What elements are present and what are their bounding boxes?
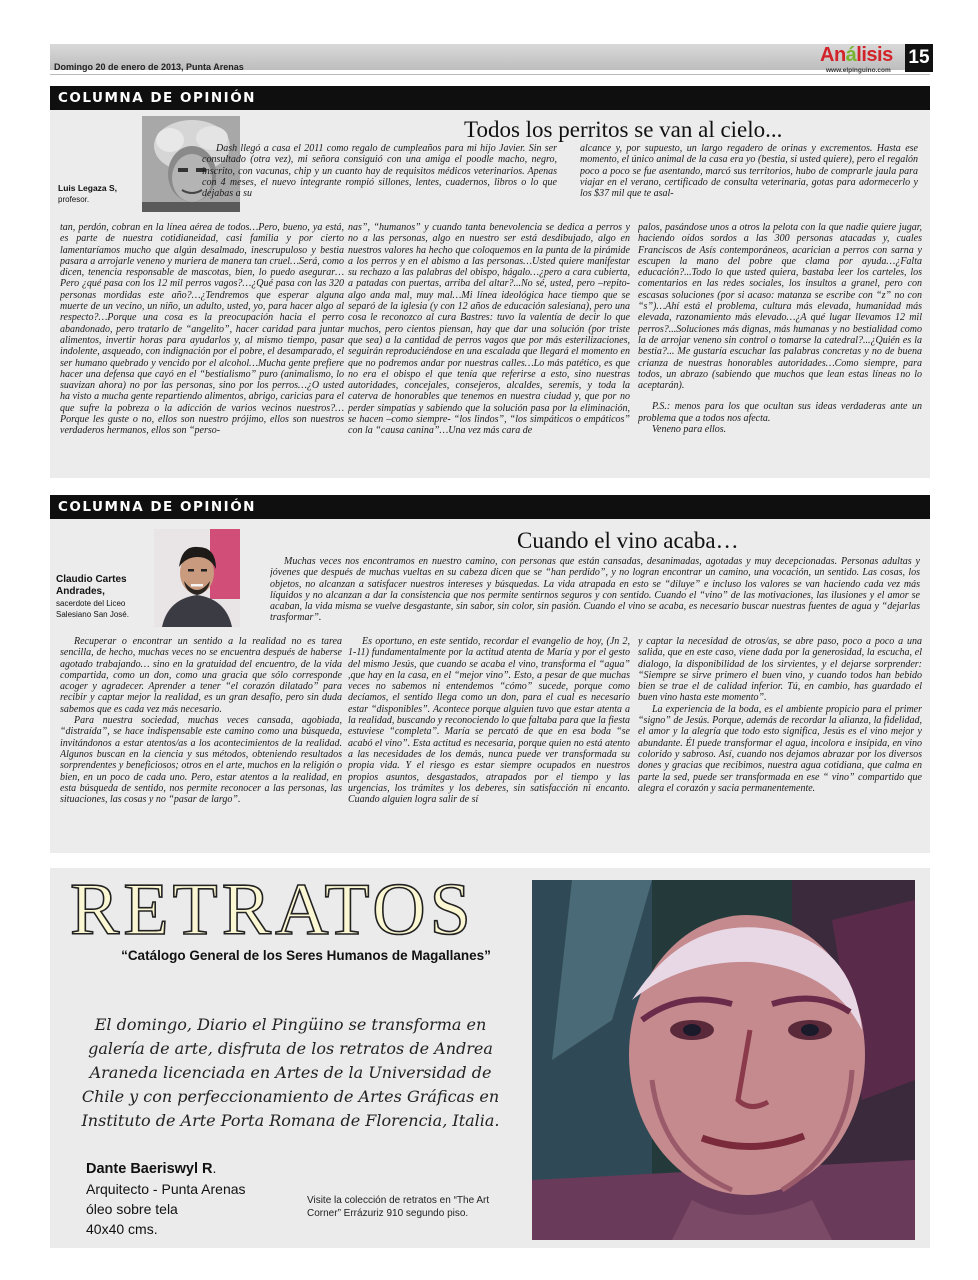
painted-portrait-icon (532, 880, 915, 1240)
body-paragraph: Recuperar o encontrar un sentido a la realidad no es tarea sencilla, de hecho, muchas veces no se encuentra después de haberse agotado trabajando… sino en la gratuidad del encuentro, de la vida compartida, como un don, como una gracia que sólo corresponde acoger y agradecer. Aprender a tener “el corazón dilatado” para recibir y captar mejor la realidad, es un gran desafío, pero sin duda sabemos que es cada vez más necesario. (60, 636, 342, 715)
body-paragraph: tan, perdón, cobran en la línea aérea de todos…Pero, bueno, ya está, es parte de nuestra cotidianeidad, casi familia y por cierto lamentaríamos mucho que algún desalmado, inescrupuloso y bestia pasara a arrojarle veneno y muriera de manera tan cruel…Será, como dicen, tenencia responsable de mascotas, bien, lo puedo asegurar…Pero ¿qué pasa con los 12 mil perros vagos?…¿Qué pasa con las 320 personas mordidas este año?…¿Tendremos que esperar alguna muerte de un vecino, un niño, un adulto, usted, yo, para hacer algo al respecto?…Porque una cosa es la preocupación hacia el perro abandonado, pero tratarlo de “angelito”, hacer caridad para juntar alimentos, invertir horas para ayudarlos y, al mismo tiempo, pasar indolente, asqueado, con indignación por el pobre, el desamparado, el ser humano quebrado y vencido por el alcohol…Mucha gente prefiere hacer una defensa que cayó en el “bestialismo” puro (animalismo, lo suavizan ahora) no por las personas, sino por los perros…¿O usted ha visto a mucha gente repartiendo alimentos, abrigo, caricias para el que sufre la pobreza o la adicción de varios vecinos nuestros?…Porque les guste o no, ellos son nuestro prójimo, ellos son nuestros verdaderos hermanos, ellos son “perso- (60, 222, 344, 437)
intro-text-right (580, 143, 918, 208)
body-column-c (638, 636, 922, 848)
intro-paragraph: Dash llegó a casa el 2011 como regalo de cumpleaños para mi hijo Javier. Sin ser consultado (otra vez), mi señora consiguió con una amiga el poodle macho, negro, inscrito, con vacunas, chip y un cuanto hay de requisitos médicos veterinarios. Apenas con 4 meses, el nuevo integrante rompió sillones, lentes, cuadernos, libros o lo que dejabas a su (202, 143, 557, 200)
body-paragraph: palos, pasándose unos a otros la pelota con la que nadie quiere jugar, haciendo oídos sordos a las 300 personas atacadas y, cuales Franciscos de Asís contemporáneos, acarician a perros con sarna y escupen la mano del pobre que clama por ayuda…¿Falta educación?...Todo lo que usted quiera, bastaba leer los carteles, los comentarios en las redes sociales, los insultos a granel, pero con escasas soluciones (por si acaso: matanza se escribe con “z” no con “s”)…Ahí está el problema, cultura más elevada, humanidad más elevada, razonamiento más elevado…¿A qué lugar llevamos 12 mil perros?...Soluciones más dignas, más humanas y no bestialidad como la de arrojar veneno sin control o tomarse la catedral?...¿Quién es la bestia?... Me gustaría escuchar las palabras concretas y no de buena crianza de nuestras honorables autoridades…Como siempre, para todos, un abrazo (sabiendo que muchos que lean estas líneas no lo aceptarán). (638, 222, 922, 392)
date-line: Domingo 20 de enero de 2013, Punta Arenas (54, 62, 244, 72)
opinion-column-2 (50, 495, 930, 853)
section-label: COLUMNA DE OPINIÓN (58, 90, 256, 106)
article-title: Cuando el vino acaba… (517, 528, 739, 553)
author-name-line-1: Claudio Cartes (56, 574, 127, 585)
artwork-medium: óleo sobre tela (86, 1201, 178, 1217)
section-label-bar (50, 495, 930, 519)
header-divider (50, 74, 930, 75)
retratos-subtitle: “Catálogo General de los Seres Humanos de Magallanes” (121, 948, 491, 963)
sitter-caption (86, 1158, 246, 1239)
author-name: Luis Legaza S, (58, 183, 118, 193)
body-column-a (60, 636, 342, 848)
body-paragraph: Para nuestra sociedad, muchas veces cansada, agobiada, “distraída”, se hace indispensable este camino como una búsqueda, invitándonos a estar atentos/as a los acontecimientos de la realidad. Algunos buscan en la ciencia y sus métodos, obteniendo resultados sorprendentes y beneficiosos; otros en el arte, muchos en la religión o bien, en un poco de cada uno. Pero, estar atentos a la realidad, en esta búsqueda de sentido, nos permite reconocer a las personas, las situaciones, las cosas y no “pasar de largo”. (60, 715, 342, 806)
author-portrait-icon (154, 529, 240, 627)
body-paragraph (348, 636, 630, 805)
body-column-c (638, 222, 922, 474)
section-label-bar (50, 86, 930, 110)
gallery-visit-note: Visite la colección de retratos en “The Art Corner” Errázuriz 910 segundo piso. (307, 1195, 490, 1219)
author-role-line-1: sacerdote del Liceo (56, 599, 126, 608)
body-text: Y el riesgo es estar siempre ocupados en nuestros propios asuntos, desgastados, atrapados por el tiempo y las urgencias, los trámites y los deberes, sin satisfacción ni encanto. Cuando alguien logra salir de sí (348, 760, 630, 806)
author-role: profesor. (58, 195, 90, 204)
intro-paragraph: Muchas veces nos encontramos en nuestro camino, con personas que están cansadas, desanimadas, agotadas y muy decepcionadas. Personas adultas y jóvenes que después de muchas vueltas en su cabeza dicen que se “han perdido”, y no logran encontrar un camino, una vocación, un sentido. Las cosas, los objetos, no alcanzan a satisfacer nuestros intereses y búsquedas. La vida atrapada en esto se “diluye” e incluso los valores se van haciendo cada vez más líquidos y no alcanzan a dar la consistencia que nos permite sentirnos seguros y con sentido. Cuando el “vino” de las motivaciones, las ilusiones y el amor se acaban, la vida misma se vuelve desgastante, sin sabor, sin color, sin pasión. Cuando el vino se acaba, es necesario buscar nuestras fuentes de agua y “dejarlas trasformar”. (270, 556, 920, 624)
sitter-name-suffix: . (212, 1160, 217, 1176)
retratos-advert (50, 868, 930, 1248)
body-paragraph: La experiencia de la boda, es el ambiente propicio para el primer “signo” de Jesús. Porque, además de recordar la alianza, la fidelidad, el amor y la alegría que todo esto significa, Jesús es el vino mejor y abundante. Él puede transformar el agua, incolora e insípida, en vino colorido y sabroso. Así, cuando nos dejamos abrazar por los diversos dones y gracias que recibimos, nuestra agua cotidiana, que calma en parte la sed, puede ser transformada en ese “ vino” compartido que alegra el corazón y sacia permanentemente. (638, 703, 922, 794)
retratos-description: El domingo, Diario el Pingüino se transforma en galería de arte, disfruta de los retratos de Andrea Araneda licenciada en Artes de la Universidad de Chile y con perfeccionamiento de Artes Gráficas en Instituto de Arte Porta Romana de Florencia, Italia. (81, 1015, 500, 1130)
article-title: Todos los perritos se van al cielo... (464, 117, 783, 142)
postscript: P.S.: menos para los que ocultan sus ideas verdaderas ante un problema que a todos nos afecta. (638, 401, 922, 424)
section-label: COLUMNA DE OPINIÓN (58, 499, 256, 515)
author-byline (58, 183, 117, 205)
author-photo (154, 529, 240, 627)
body-column-b (348, 636, 630, 848)
sitter-name: Dante Baeriswyl R (86, 1161, 213, 1177)
body-column-b (348, 222, 630, 474)
author-byline (56, 574, 129, 620)
intro-text (270, 556, 920, 632)
brand-accent: á (845, 44, 857, 66)
brand-main: An (820, 44, 846, 66)
intro-paragraph: alcance y, por supuesto, un largo regadero de orinas y excrementos. Hasta ese momento, el único animal de la casa era yo (bestia, si usted quiere), pero el regalón poco a poco se fue asentando, marcó sus territorios, hubo de comprarle jaula para viajar en el verano, certificado de consulta veterinaria, gotas para adormecerlo y los $37 mil que te asal- (580, 143, 918, 200)
body-column-a (60, 222, 344, 474)
brand-logo (820, 44, 893, 67)
portrait-painting (532, 880, 915, 1240)
artwork-size: 40x40 cms. (86, 1221, 158, 1237)
brand-tail: lisis (856, 44, 893, 66)
body-paragraph: y captar la necesidad de otros/as, se abre paso, poco a poco a una salida, que en este caso, viene dada por la generosidad, la escucha, el dialogo, la disponibilidad de los sirvientes, y el dejarse sorprender: “Siempre se sirve primero el buen vino, y cuando todos han bebido bien se trae el de calidad inferior. Tú, en cambio, has guardado el buen vino hasta este momento”. (638, 636, 922, 704)
body-text: Es oportuno, en este sentido, recordar el evangelio de hoy, (Jn 2, 1-11) fundamentalmente por la actitud atenta de María y por el gesto del mismo Jesús, que cuando se acaba el vino, transforma el “agua” ,que hay en la casa, en el “mejor vino”. Esto, a pesar de que muchas veces no sabemos ni entendemos “cómo” sucede, porque como decíamos, el sentido llega como un don, para el cual es necesario estar “disponibles”. Acontece porque alguien tuvo que estar atenta a la realidad, buscando y reconociendo lo que faltaba para que la fiesta estuviese “completa”. María se percató de que en esa boda “se acabó el vino”. Esta actitud es necesaria, porque quien no está atento a las necesidades de los demás, nunca puede ver transformada su propia vida. (348, 636, 630, 772)
brand-url: www.elpinguino.com (826, 67, 891, 74)
author-role-line-2: Salesiano San José. (56, 610, 129, 619)
retratos-heading: RETRATOS (70, 869, 475, 951)
opinion-column-1 (50, 86, 930, 478)
body-paragraph: nas”, “humanos” y cuando tanta benevolencia se dedica a perros y no a las personas, algo en nuestro ser está desdibujado, algo en nuestros valores ha hecho que coloquemos en la punta de la pirámide a los perros y en el abismo a las personas…Usted quiere manifestar su rechazo a las palabras del obispo, hágalo…¿pero a cara cubierta, a patadas con puertas, arriba del altar?...No sé, usted, pero –repito-algo anda mal, muy mal…Mi línea ideológica hace tiempo que se separó de la iglesia (y con 12 años de educación salesiana), pero una cosa le reconozco al cura Bastres: tuvo la valentía de decir lo que muchos, pero cientos piensan, hay que dar una solución (por triste que sea) a la cantidad de perros vagos que por más esterilizaciones, seguirán reproduciéndose en una escalada que llegará el momento en que no podremos andar por nuestras calles…Lo más patético, es que no era el obispo el que tenía que referirse a esto, sino nuestras autoridades, concejales, consejeros, alcaldes, seremis, y toda la caterva de honorables que tenemos en nuestra ciudad y, que por no perder simpatías y sabiendo que la solución pasa por la eliminación, se hacen –como siempre- “los lindos”, “los simpáticos o empáticos” con la “causa canina”…Una vez más cara de (348, 222, 630, 437)
intro-text-left (202, 143, 557, 208)
sitter-profession: Arquitecto - Punta Arenas (86, 1181, 246, 1197)
page-number: 15 (905, 44, 933, 72)
author-name-line-2: Andrades, (56, 586, 105, 597)
closing-line: Veneno para ellos. (652, 424, 727, 436)
